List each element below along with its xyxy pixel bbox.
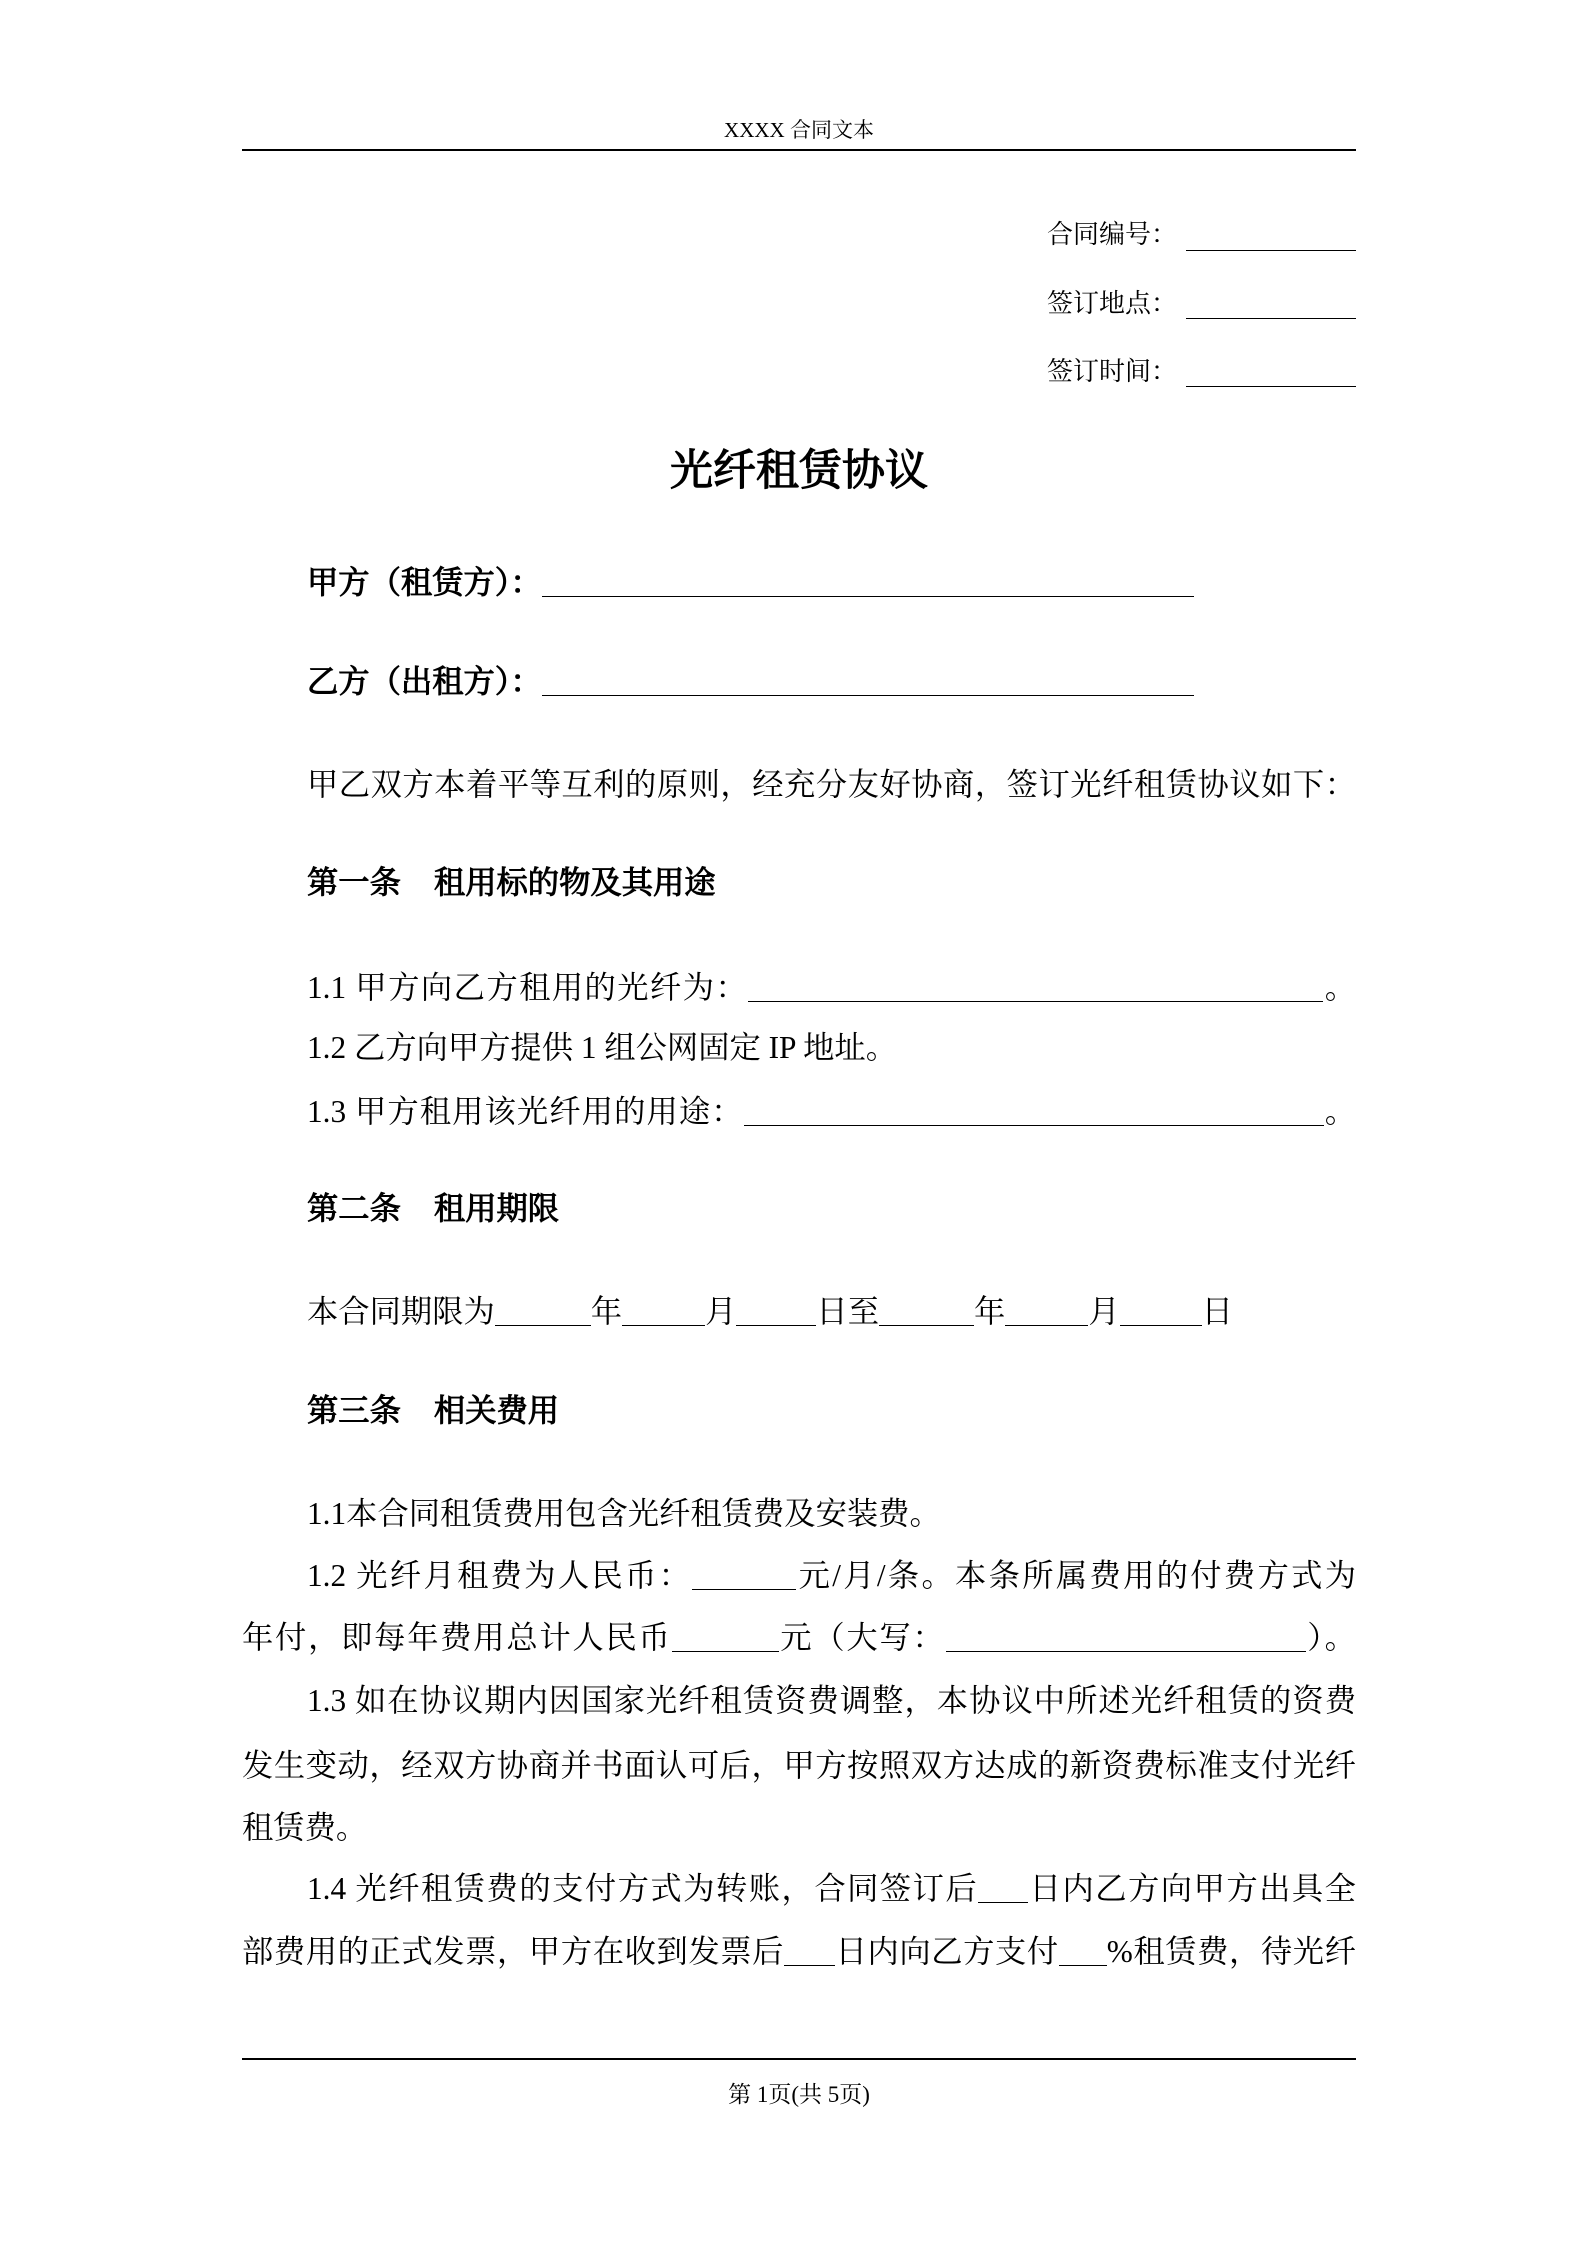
article-3-clause-2-line-1 (307, 1554, 1356, 1598)
article-1-heading (307, 861, 1356, 905)
clause-text: 部费用的正式发票，甲方在收到发票后 (242, 1934, 784, 1969)
clause-end-punct: 。 (1323, 1094, 1356, 1129)
article-2-heading (307, 1187, 1356, 1231)
intro-paragraph: 甲乙双方本着平等互利的原则，经充分友好协商，签订光纤租赁协议如下： (307, 767, 1356, 802)
article-3-clause-3-line-1: 1.3 如在协议期内因国家光纤租赁资费调整，本协议中所述光纤租赁的资费 (307, 1683, 1356, 1718)
clause-text: 1.2 光纤月租费为人民币： (307, 1558, 693, 1593)
sign-time-label: 签订时间： (1047, 357, 1178, 386)
end-month-blank (1005, 1295, 1088, 1326)
payment-percent-blank (1059, 1935, 1107, 1966)
article-3-clause-1: 1.1本合同租赁费用包含光纤租赁费及安装费。 (307, 1496, 941, 1531)
article-3-clause-3-line-2: 发生变动，经双方协商并书面认可后，甲方按照双方达成的新资费标准支付光纤 (242, 1748, 1356, 1783)
article-1-clause-3 (307, 1090, 1356, 1134)
clause-text: 元/月/条。本条所属费用的付费方式为 (796, 1558, 1356, 1593)
sign-place-blank (1186, 318, 1356, 319)
start-year-blank (495, 1295, 591, 1326)
sign-place-label: 签订地点： (1047, 289, 1178, 318)
article-3-heading (307, 1389, 1356, 1433)
fill-in-blank (744, 1095, 1324, 1126)
party-b-line (307, 660, 1356, 704)
clause-text: %租赁费，待光纤 (1106, 1934, 1356, 1969)
article-3-clause-4-line-1 (307, 1867, 1356, 1911)
end-year-blank (879, 1295, 974, 1326)
clause-text: ）。 (1305, 1620, 1356, 1655)
article-3-title: 相关费用 (433, 1393, 560, 1428)
article-1-number: 第一条 (307, 865, 401, 900)
annual-fee-blank (672, 1621, 779, 1652)
clause-text: 1.4 光纤租赁费的支付方式为转账，合同签订后 (307, 1871, 979, 1906)
article-3-clause-2-line-2 (242, 1616, 1356, 1660)
party-a-line (307, 561, 1356, 605)
party-b-blank (542, 665, 1194, 696)
article-3-number: 第三条 (307, 1393, 401, 1428)
article-1-title: 租用标的物及其用途 (433, 865, 716, 900)
term-unit: 日 (1201, 1294, 1233, 1329)
start-month-blank (622, 1295, 705, 1326)
header-rule (242, 149, 1356, 151)
term-unit: 月 (705, 1294, 737, 1329)
article-2-title: 租用期限 (433, 1191, 560, 1226)
term-unit: 月 (1088, 1294, 1120, 1329)
sign-time-blank (1186, 386, 1356, 387)
term-unit: 日至 (816, 1294, 880, 1329)
article-2-number: 第二条 (307, 1191, 401, 1226)
term-unit: 年 (974, 1294, 1006, 1329)
party-a-blank (542, 566, 1194, 597)
term-prefix: 本合同期限为 (307, 1294, 495, 1329)
clause-text: 1.1 甲方向乙方租用的光纤为： (307, 970, 749, 1005)
monthly-fee-blank (692, 1559, 796, 1590)
article-2-term-line (307, 1290, 1356, 1334)
clause-text: 元（大写： (778, 1620, 946, 1655)
clause-end-punct: 。 (1323, 970, 1356, 1005)
document-title: 光纤租赁协议 (670, 448, 928, 495)
contract-number-label: 合同编号： (1047, 220, 1178, 249)
end-day-blank (1120, 1295, 1202, 1326)
article-1-clause-2: 1.2 乙方向甲方提供 1 组公网固定 IP 地址。 (307, 1030, 898, 1065)
party-b-label: 乙方（出租方）： (307, 664, 542, 699)
amount-in-words-blank (946, 1621, 1306, 1652)
start-day-blank (736, 1295, 816, 1326)
term-unit: 年 (590, 1294, 623, 1329)
page-number: 第 1页(共 5页) (728, 2082, 870, 2107)
article-3-clause-4-line-2 (242, 1930, 1356, 1974)
footer-rule (242, 2058, 1356, 2060)
clause-text: 日内乙方向甲方出具全 (1028, 1871, 1356, 1906)
fill-in-blank (748, 971, 1323, 1002)
article-3-clause-3-line-3: 租赁费。 (242, 1810, 368, 1845)
invoice-days-blank (978, 1872, 1028, 1903)
clause-text: 年付，即每年费用总计人民币 (242, 1620, 672, 1655)
clause-text: 日内向乙方支付 (834, 1934, 1059, 1969)
party-a-label: 甲方（租赁方）： (307, 565, 542, 600)
running-header-title: XXXX 合同文本 (724, 118, 874, 142)
clause-text: 1.3 甲方租用该光纤用的用途： (307, 1094, 744, 1129)
payment-days-blank (784, 1935, 835, 1966)
article-1-clause-1 (307, 966, 1356, 1010)
contract-number-blank (1186, 250, 1356, 251)
